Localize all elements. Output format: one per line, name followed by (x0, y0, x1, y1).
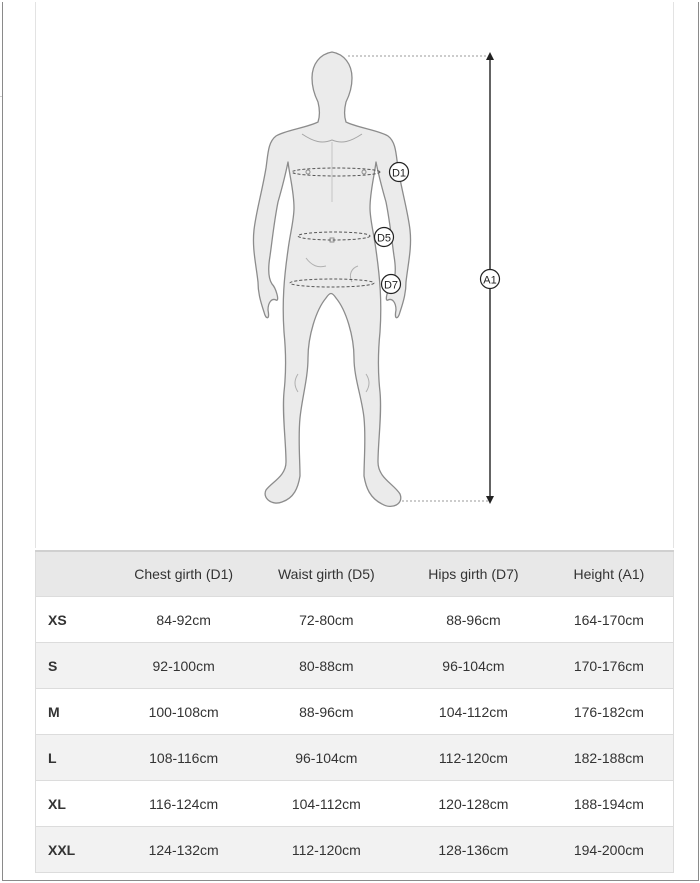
waist-cell: 112-120cm (251, 827, 402, 873)
chest-cell: 116-124cm (117, 781, 251, 827)
height-label-text: A1 (483, 274, 497, 287)
height-cell: 194-200cm (545, 827, 674, 873)
chest-cell: 92-100cm (117, 643, 251, 689)
hips-cell: 88-96cm (402, 597, 545, 643)
size-cell: XS (36, 597, 117, 643)
size-guide-modal (2, 2, 699, 881)
size-cell: M (36, 689, 117, 735)
table-row (36, 643, 674, 689)
height-cell: 188-194cm (545, 781, 674, 827)
chest-cell: 84-92cm (117, 597, 251, 643)
size-cell: XXL (36, 827, 117, 873)
waist-label-text: D5 (376, 232, 392, 245)
height-cell: 170-176cm (545, 643, 674, 689)
chest-column-header: Chest girth (D1) (117, 551, 251, 597)
table-row (36, 735, 674, 781)
chest-cell: 100-108cm (117, 689, 251, 735)
table-row (36, 597, 674, 643)
size-cell: S (36, 643, 117, 689)
height-label-marker (481, 270, 500, 289)
table-row (36, 781, 674, 827)
body-figure-svg (36, 2, 673, 548)
waist-cell: 96-104cm (251, 735, 402, 781)
chest-cell: 124-132cm (117, 827, 251, 873)
hips-label-text: D7 (383, 279, 399, 292)
hips-column-header: Hips girth (D7) (402, 551, 545, 597)
hips-cell: 120-128cm (402, 781, 545, 827)
height-cell: 176-182cm (545, 689, 674, 735)
height-arrow-top (486, 52, 494, 60)
body-measurement-figure (35, 2, 674, 548)
chest-label-text: D1 (391, 167, 407, 180)
hips-cell: 96-104cm (402, 643, 545, 689)
chest-cell: 108-116cm (117, 735, 251, 781)
waist-cell: 104-112cm (251, 781, 402, 827)
size-cell: L (36, 735, 117, 781)
size-cell: XL (36, 781, 117, 827)
height-arrow-bottom (486, 496, 494, 504)
height-column-header: Height (A1) (545, 551, 674, 597)
height-cell: 182-188cm (545, 735, 674, 781)
hips-label-marker (382, 275, 401, 294)
waist-cell: 88-96cm (251, 689, 402, 735)
waist-label-marker (375, 228, 394, 247)
hips-cell: 128-136cm (402, 827, 545, 873)
table-row (36, 689, 674, 735)
chest-label-marker (390, 163, 409, 182)
table-header-row (36, 551, 674, 597)
table-row (36, 827, 674, 873)
waist-column-header: Waist girth (D5) (251, 551, 402, 597)
hips-cell: 104-112cm (402, 689, 545, 735)
waist-cell: 72-80cm (251, 597, 402, 643)
size-column-header (36, 551, 117, 597)
size-chart-table (35, 550, 674, 873)
height-cell: 164-170cm (545, 597, 674, 643)
waist-cell: 80-88cm (251, 643, 402, 689)
hips-cell: 112-120cm (402, 735, 545, 781)
